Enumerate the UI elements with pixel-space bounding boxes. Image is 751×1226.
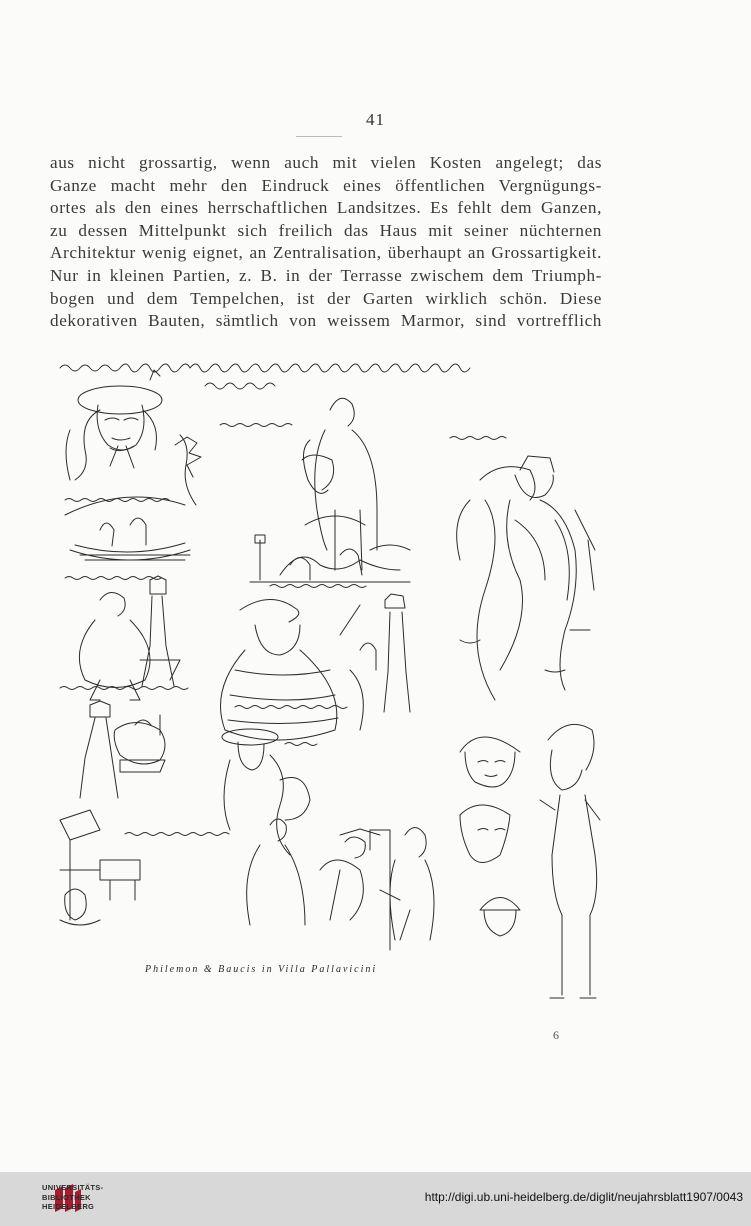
sketch-woman-hat — [66, 370, 201, 505]
body-text — [50, 152, 602, 333]
sketch-standing-boy — [540, 724, 600, 998]
library-name — [42, 1183, 103, 1212]
library-name-line: UNIVERSITÄTS- — [42, 1183, 104, 1192]
sketch-man-cart — [80, 701, 165, 798]
sketch-philemon-baucis — [247, 819, 434, 950]
handwritten-heading — [60, 364, 470, 389]
text-line: Nur in kleinen Partien, z. B. in der Terrasse zwischem dem Triumph- — [50, 265, 602, 285]
sketch-caption: Philemon & Baucis in Villa Pallavicini — [145, 964, 378, 975]
sketch-lady-umbrella — [222, 729, 317, 855]
text-line: Architektur wenig eignet, an Zentralisation, überhaupt an Grossartigkeit. — [50, 243, 602, 263]
sketch-crinoline-left — [60, 576, 188, 700]
library-name-line: HEIDELBERG — [42, 1202, 95, 1211]
sketch-heads — [460, 737, 520, 936]
library-name-line: BIBLIOTHEK — [42, 1192, 91, 1202]
sheet-number: 6 — [553, 1028, 559, 1042]
text-line: aus nicht grossartig, wenn auch mit vielen Kosten angelegt; das — [50, 153, 602, 172]
text-line: ortes als den eines herrschaftlichen Landsitzes. Es fehlt dem Ganzen, — [50, 198, 602, 218]
sketch-men-table — [60, 810, 229, 925]
source-url-link[interactable]: http://digi.ub.uni-heidelberg.de/diglit/neujahrsblatt1907/0043 — [424, 1190, 743, 1204]
sketch-boat-scene — [65, 497, 190, 580]
sketch-couple — [450, 437, 595, 701]
page-number: 41 — [366, 110, 385, 129]
text-line: zu dessen Mittelpunkt sich freilich das Haus mit seiner nüchternen — [50, 220, 602, 240]
sketch-picnic — [250, 516, 410, 588]
sketch-crinoline-center — [221, 594, 411, 740]
text-line: dekorativen Bauten, sämtlich von weissem Marmor, sind vortrefflich — [50, 311, 602, 331]
sketch-man-back — [220, 398, 377, 570]
page-number-rule — [296, 136, 342, 137]
footer-bar — [0, 1172, 751, 1226]
sketch-illustration — [40, 350, 660, 1020]
text-line: Ganze macht mehr den Eindruck eines öffentlichen Vergnügungs- — [50, 175, 602, 195]
text-line: bogen und dem Tempelchen, ist der Garten wirklich schön. Diese — [50, 288, 602, 308]
